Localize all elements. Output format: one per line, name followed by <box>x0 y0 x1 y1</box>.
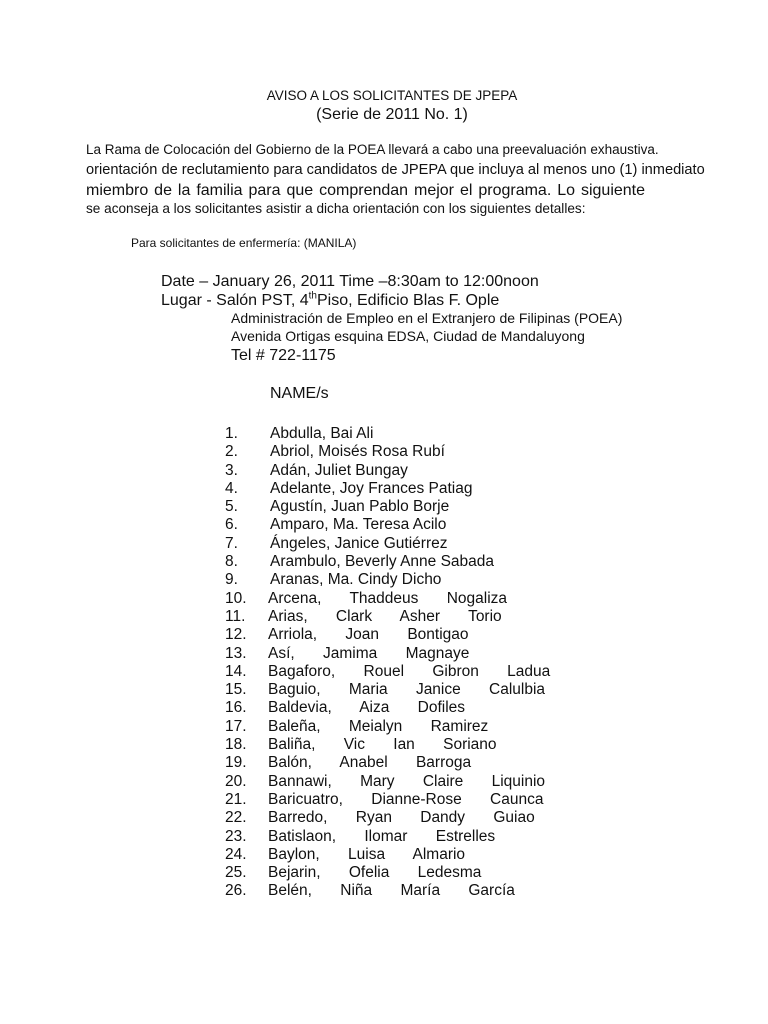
list-item-number: 11. <box>225 607 246 625</box>
list-item-number: 3. <box>225 461 238 479</box>
list-item-number: 19. <box>225 754 247 772</box>
telephone: Tel # 722-1175 <box>231 347 336 364</box>
list-item-name: Adelante, Joy Frances Patiag <box>270 479 473 497</box>
list-item-name: Baldevia, Aiza Dofiles <box>268 699 466 717</box>
list-item-name: Baleña, Meialyn Ramirez <box>268 717 489 735</box>
list-item <box>0 754 768 772</box>
intro-line-1: La Rama de Colocación del Gobierno de la POEA llevará a cabo una preevaluación exhaustiva. <box>86 142 659 157</box>
intro-line-2: orientación de reclutamiento para candidatos de JPEPA que incluya al menos uno (1) inmediato <box>86 162 705 178</box>
list-item-number: 9. <box>225 571 238 589</box>
list-item-number: 7. <box>225 534 238 552</box>
event-place-prefix: Lugar - Salón PST, 4 <box>161 292 309 309</box>
list-item-number: 15. <box>225 681 247 699</box>
list-item <box>0 443 768 461</box>
list-item <box>0 882 768 900</box>
nursing-applicants-label: Para solicitantes de enfermería: (MANILA) <box>131 236 357 250</box>
intro-line-3: miembro de la familia para que comprendan mejor el programa. Lo siguiente <box>86 182 646 199</box>
list-item-number: 20. <box>225 772 247 790</box>
list-item-number: 2. <box>225 443 238 461</box>
list-item-name: Arcena, Thaddeus Nogaliza <box>268 589 508 607</box>
list-item-number: 22. <box>225 809 247 827</box>
list-item-number: 17. <box>225 717 247 735</box>
names-header: NAME/s <box>270 385 329 402</box>
list-item-name: Batislaon, Ilomar Estrelles <box>268 827 496 845</box>
list-item-number: 21. <box>225 790 247 808</box>
list-item-name: Bejarin, Ofelia Ledesma <box>268 864 482 882</box>
list-item-number: 6. <box>225 516 238 534</box>
list-item <box>0 535 768 553</box>
list-item-name: Arias, Clark Asher Torio <box>268 607 502 625</box>
list-item <box>0 571 768 589</box>
list-item-name: Ángeles, Janice Gutiérrez <box>270 534 448 552</box>
list-item-number: 24. <box>225 845 247 863</box>
list-item <box>0 736 768 754</box>
list-item-number: 25. <box>225 864 247 882</box>
list-item-name: Arambulo, Beverly Anne Sabada <box>270 553 495 571</box>
list-item <box>0 608 768 626</box>
list-item-name: Baliña, Vic Ian Soriano <box>268 736 497 754</box>
list-item <box>0 626 768 644</box>
list-item <box>0 809 768 827</box>
list-item-number: 12. <box>225 626 247 644</box>
list-item-number: 8. <box>225 553 238 571</box>
list-item-name: Balón, Anabel Barroga <box>268 754 472 772</box>
list-item-name: Baguio, Maria Janice Calulbia <box>268 681 546 699</box>
list-item-name: Aranas, Ma. Cindy Dicho <box>270 571 442 589</box>
list-item <box>0 864 768 882</box>
list-item <box>0 553 768 571</box>
list-item <box>0 645 768 663</box>
list-item <box>0 480 768 498</box>
list-item-name: Bagaforo, Rouel Gibron Ladua <box>268 662 551 680</box>
list-item-name: Amparo, Ma. Teresa Acilo <box>270 516 447 534</box>
list-item-name: Arriola, Joan Bontigao <box>268 626 469 644</box>
document-title: AVISO A LOS SOLICITANTES DE JPEPA <box>266 88 518 103</box>
list-item-number: 18. <box>225 736 247 754</box>
list-item-number: 10. <box>225 589 247 607</box>
list-item <box>0 699 768 717</box>
event-place-suffix: Piso, Edificio Blas F. Ople <box>316 292 500 309</box>
list-item-name: Barredo, Ryan Dandy Guiao <box>268 809 535 827</box>
list-item-number: 13. <box>225 644 247 662</box>
list-item-number: 5. <box>225 498 238 516</box>
list-item-number: 23. <box>225 827 247 845</box>
list-item-name: Agustín, Juan Pablo Borje <box>270 498 450 516</box>
list-item <box>0 516 768 534</box>
list-item <box>0 846 768 864</box>
list-item-name: Así, Jamima Magnaye <box>268 644 470 662</box>
list-item <box>0 681 768 699</box>
list-item <box>0 425 768 443</box>
list-item <box>0 663 768 681</box>
list-item <box>0 773 768 791</box>
list-item-number: 4. <box>225 479 238 497</box>
list-item-number: 1. <box>225 425 238 442</box>
document-series: (Serie de 2011 No. 1) <box>316 106 468 123</box>
list-item-number: 14. <box>225 662 247 680</box>
list-item-name: Belén, Niña María García <box>268 882 515 900</box>
intro-line-4: se aconseja a los solicitantes asistir a dicha orientación con los siguientes detalles: <box>86 201 586 216</box>
event-place <box>161 290 499 311</box>
event-place-superscript: th <box>308 290 317 302</box>
list-item <box>0 498 768 516</box>
list-item-name: Adán, Juliet Bungay <box>270 461 408 479</box>
list-item-number: 26. <box>225 882 247 900</box>
list-item <box>0 590 768 608</box>
list-item <box>0 718 768 736</box>
names-list <box>0 425 768 901</box>
list-item-name: Baricuatro, Dianne-Rose Caunca <box>268 790 544 808</box>
list-item-name: Bannawi, Mary Claire Liquinio <box>268 772 546 790</box>
list-item <box>0 462 768 480</box>
list-item-name: Baylon, Luisa Almario <box>268 845 466 863</box>
list-item <box>0 828 768 846</box>
list-item-name: Abriol, Moisés Rosa Rubí <box>270 443 445 461</box>
list-item-number: 16. <box>225 699 247 717</box>
event-date-time: Date – January 26, 2011 Time –8:30am to 12:00noon <box>161 273 539 290</box>
list-item-name: Abdulla, Bai Ali <box>270 425 374 442</box>
address-line-1: Administración de Empleo en el Extranjero de Filipinas (POEA) <box>231 310 623 326</box>
address-line-2: Avenida Ortigas esquina EDSA, Ciudad de Mandaluyong <box>231 328 585 344</box>
list-item <box>0 791 768 809</box>
